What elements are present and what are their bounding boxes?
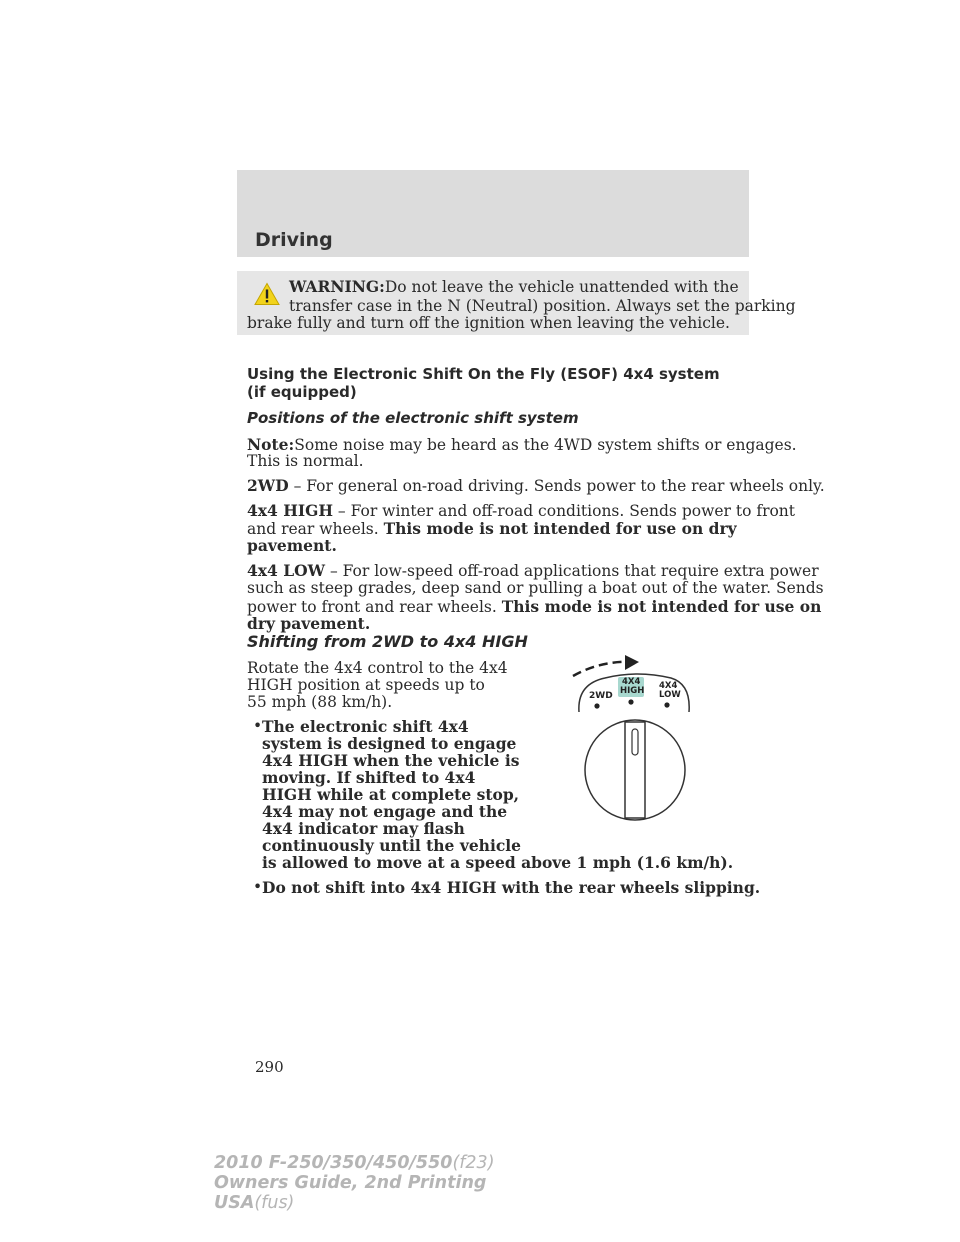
rotate-line-1: Rotate the 4x4 control to the 4x4 bbox=[247, 659, 508, 677]
footer-code: (f23) bbox=[452, 1153, 495, 1173]
rotate-line-3: 55 mph (88 km/h). bbox=[247, 693, 393, 711]
mode-2wd-label: 2WD bbox=[247, 476, 289, 495]
footer-region: USA bbox=[214, 1193, 255, 1213]
bullet-1-line-6-text: 4x4 may not engage and the bbox=[262, 802, 508, 821]
page-number: 290 bbox=[255, 1058, 284, 1076]
mode-low-line-3-bold: This mode is not intended for use on bbox=[501, 597, 822, 616]
mode-low-line-3-plain: power to front and rear wheels. bbox=[247, 598, 502, 616]
dial-high-label-b: HIGH bbox=[620, 686, 645, 696]
4x4-control-dial-figure bbox=[567, 654, 707, 830]
bullet-1-line-8-text: continuously until the vehicle bbox=[262, 836, 522, 855]
heading-line-2: (if equipped) bbox=[247, 383, 357, 401]
bullet-1-line-4-text: moving. If shifted to 4x4 bbox=[262, 768, 476, 787]
warning-line-2: transfer case in the N (Neutral) position. Always set the parking bbox=[289, 297, 796, 315]
mode-low-text: – For low-speed off-road applications that require extra power bbox=[329, 562, 819, 580]
dial-2wd-dot bbox=[594, 703, 599, 708]
footer-region-code: (fus) bbox=[254, 1193, 295, 1213]
note-text: Some noise may be heard as the 4WD system shifts or engages. bbox=[294, 436, 797, 454]
warning-line-3: brake fully and turn off the ignition when leaving the vehicle. bbox=[247, 314, 730, 332]
footer-model: 2010 F-250/350/450/550 bbox=[214, 1153, 453, 1173]
note-line-2: This is normal. bbox=[247, 452, 364, 470]
dial-low-label-a: 4X4 bbox=[659, 681, 678, 691]
dial-high-dot bbox=[628, 699, 633, 704]
bullet-1-symbol: • bbox=[253, 717, 263, 735]
bullet-1-line-1-text: The electronic shift 4x4 bbox=[262, 717, 469, 736]
subheading-shifting: Shifting from 2WD to 4x4 HIGH bbox=[247, 632, 528, 651]
note-label: Note: bbox=[247, 435, 295, 454]
rotate-line-2: HIGH position at speeds up to bbox=[247, 676, 485, 694]
bullet-1-line-9 bbox=[262, 852, 733, 874]
rotation-arrowhead bbox=[625, 655, 639, 670]
bullet-1-line-5-text: HIGH while at complete stop, bbox=[262, 785, 520, 804]
mode-high-line-3-bold: pavement. bbox=[247, 536, 337, 555]
mode-low-line-2: such as steep grades, deep sand or pulling a boat out of the water. Sends bbox=[247, 579, 824, 597]
dial-low-label-b: LOW bbox=[659, 690, 681, 700]
section-title: Driving bbox=[255, 229, 333, 251]
footer-line-1 bbox=[214, 1153, 495, 1173]
dial-pointer-slot bbox=[632, 729, 638, 755]
mode-2wd-text: – For general on-road driving. Sends power to the rear wheels only. bbox=[293, 477, 825, 495]
mode-high-line-2-plain: and rear wheels. bbox=[247, 520, 384, 538]
mode-low-label: 4x4 LOW bbox=[247, 561, 326, 580]
warning-text: Do not leave the vehicle unattended with the bbox=[384, 278, 739, 296]
bullet-1-line-7-text: 4x4 indicator may flash bbox=[262, 819, 465, 838]
dial-high-label-a: 4X4 bbox=[622, 677, 641, 687]
bullet-2-symbol: • bbox=[253, 878, 263, 896]
mode-low-line-4-bold: dry pavement. bbox=[247, 614, 371, 633]
warning-triangle-icon bbox=[254, 282, 280, 306]
footer-line-3 bbox=[214, 1193, 495, 1213]
bullet-1-line-9-text: is allowed to move at a speed above 1 mph (1.6 km/h). bbox=[262, 853, 734, 872]
bullet-2-text: Do not shift into 4x4 HIGH with the rear wheels slipping. bbox=[262, 878, 761, 897]
dial-2wd-label: 2WD bbox=[589, 691, 613, 701]
dial-low-dot bbox=[664, 702, 669, 707]
mode-high-text: – For winter and off-road conditions. Sends power to front bbox=[337, 502, 796, 520]
bullet-2 bbox=[262, 877, 760, 899]
bullet-1-line-3-text: 4x4 HIGH when the vehicle is bbox=[262, 751, 520, 770]
footer-line-2: Owners Guide, 2nd Printing bbox=[214, 1173, 487, 1193]
mode-high-label: 4x4 HIGH bbox=[247, 501, 333, 520]
mode-high-line-2-bold: This mode is not intended for use on dry bbox=[383, 519, 737, 538]
warning-line-1 bbox=[289, 276, 739, 298]
footer bbox=[214, 1153, 495, 1213]
mode-2wd bbox=[247, 475, 825, 497]
bullet-1-line-2-text: system is designed to engage bbox=[262, 734, 517, 753]
warning-label: WARNING: bbox=[289, 277, 385, 296]
subheading-positions: Positions of the electronic shift system bbox=[247, 409, 579, 427]
mode-high-line-3 bbox=[247, 535, 337, 557]
heading-line-1: Using the Electronic Shift On the Fly (ESOF) 4x4 system bbox=[247, 365, 720, 383]
